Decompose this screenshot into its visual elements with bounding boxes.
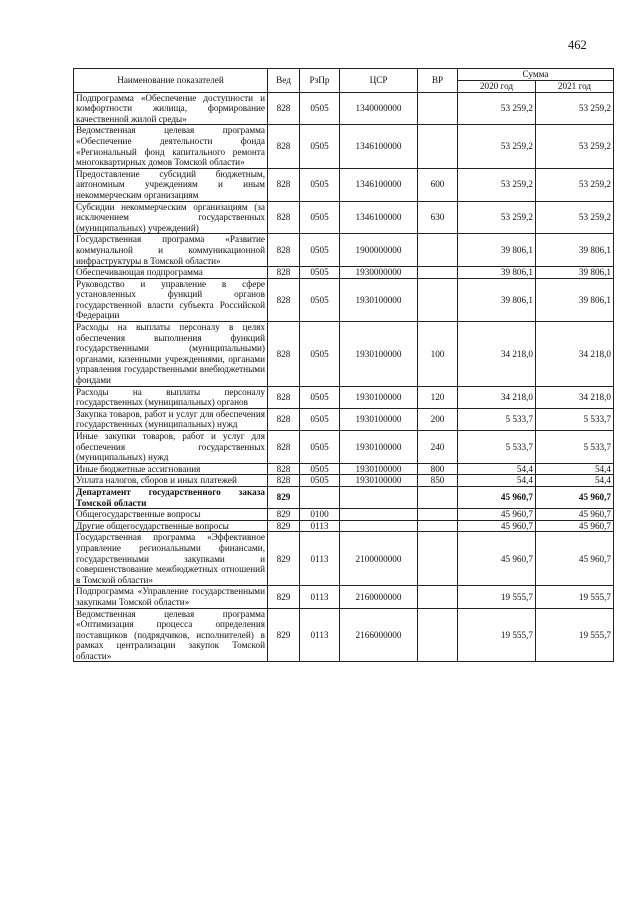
- cell-2020: 39 806,1: [458, 234, 536, 267]
- cell-2020: 39 806,1: [458, 267, 536, 279]
- cell-name: Субсидии некоммерческим организациям (за исключением государственных (муниципальных) учреждений): [74, 201, 268, 234]
- cell-ved: 829: [268, 586, 300, 608]
- cell-csr: 1930100000: [340, 386, 418, 408]
- cell-rzpr: 0505: [300, 201, 340, 234]
- cell-csr: 1340000000: [340, 92, 418, 125]
- cell-2021: 45 960,7: [536, 520, 614, 532]
- cell-2020: 34 218,0: [458, 386, 536, 408]
- cell-csr: 1930100000: [340, 408, 418, 430]
- cell-vr: [418, 509, 458, 521]
- cell-vr: 850: [418, 475, 458, 487]
- cell-csr: 1900000000: [340, 234, 418, 267]
- cell-vr: [418, 92, 458, 125]
- cell-name: Расходы на выплаты персоналу государственных (муниципальных) органов: [74, 386, 268, 408]
- table-row: [74, 386, 614, 408]
- cell-ved: 829: [268, 509, 300, 521]
- cell-csr: [340, 520, 418, 532]
- cell-vr: [418, 125, 458, 168]
- cell-2021: 45 960,7: [536, 509, 614, 521]
- cell-2020: 53 259,2: [458, 92, 536, 125]
- cell-name: Иные бюджетные ассигнования: [74, 463, 268, 475]
- cell-2020: 45 960,7: [458, 532, 536, 586]
- table-row: [74, 92, 614, 125]
- header-csr: ЦСР: [340, 69, 418, 93]
- cell-2021: 54,4: [536, 475, 614, 487]
- table-row: [74, 234, 614, 267]
- cell-2021: 19 555,7: [536, 586, 614, 608]
- cell-vr: 800: [418, 463, 458, 475]
- cell-2020: 54,4: [458, 475, 536, 487]
- cell-ved: 828: [268, 431, 300, 464]
- table-row: [74, 509, 614, 521]
- table-body: [74, 92, 614, 662]
- cell-name: Ведомственная целевая программа «Оптимизация процесса определения поставщиков (подрядчиков, исполнителей) в рамках централизации закупок Томской области»: [74, 608, 268, 662]
- cell-csr: 1930100000: [340, 463, 418, 475]
- cell-2020: 53 259,2: [458, 168, 536, 201]
- cell-rzpr: 0505: [300, 408, 340, 430]
- cell-name: Обеспечивающая подпрограмма: [74, 267, 268, 279]
- table-row: [74, 408, 614, 430]
- cell-ved: 828: [268, 278, 300, 321]
- cell-vr: 200: [418, 408, 458, 430]
- cell-vr: 240: [418, 431, 458, 464]
- cell-csr: 1346100000: [340, 201, 418, 234]
- cell-name: Уплата налогов, сборов и иных платежей: [74, 475, 268, 487]
- cell-rzpr: [300, 486, 340, 508]
- cell-vr: [418, 586, 458, 608]
- cell-rzpr: 0113: [300, 586, 340, 608]
- cell-name: Предоставление субсидий бюджетным, автономным учреждениям и иным некоммерческим организациям: [74, 168, 268, 201]
- cell-ved: 829: [268, 532, 300, 586]
- cell-rzpr: 0113: [300, 608, 340, 662]
- cell-2021: 54,4: [536, 463, 614, 475]
- page-number: 462: [568, 38, 587, 52]
- cell-vr: 630: [418, 201, 458, 234]
- cell-ved: 828: [268, 408, 300, 430]
- cell-2020: 53 259,2: [458, 201, 536, 234]
- cell-vr: 100: [418, 322, 458, 387]
- cell-name: Государственная программа «Развитие коммунальной и коммуникационной инфраструктуры в Томской области»: [74, 234, 268, 267]
- cell-ved: 828: [268, 168, 300, 201]
- cell-csr: [340, 509, 418, 521]
- cell-csr: [340, 486, 418, 508]
- budget-table: [73, 68, 614, 662]
- cell-vr: [418, 532, 458, 586]
- cell-2021: 45 960,7: [536, 532, 614, 586]
- cell-vr: [418, 234, 458, 267]
- cell-rzpr: 0505: [300, 234, 340, 267]
- table-header: [74, 69, 614, 93]
- header-ved: Вед: [268, 69, 300, 93]
- cell-2021: 53 259,2: [536, 168, 614, 201]
- cell-name: Государственная программа «Эффективное управление региональными финансами, государственными закупками и совершенствование межбюджетных отношений в Томской области»: [74, 532, 268, 586]
- cell-csr: 2160000000: [340, 586, 418, 608]
- cell-name: Подпрограмма «Обеспечение доступности и комфортности жилища, формирование качественной жилой среды»: [74, 92, 268, 125]
- cell-ved: 828: [268, 234, 300, 267]
- cell-csr: 1346100000: [340, 168, 418, 201]
- table-row: [74, 532, 614, 586]
- cell-rzpr: 0505: [300, 168, 340, 201]
- table-row: [74, 201, 614, 234]
- cell-csr: 2100000000: [340, 532, 418, 586]
- cell-ved: 828: [268, 201, 300, 234]
- cell-2021: 34 218,0: [536, 322, 614, 387]
- cell-2021: 5 533,7: [536, 408, 614, 430]
- cell-2020: 19 555,7: [458, 608, 536, 662]
- cell-vr: 120: [418, 386, 458, 408]
- cell-vr: [418, 278, 458, 321]
- cell-name: Закупка товаров, работ и услуг для обеспечения государственных (муниципальных) нужд: [74, 408, 268, 430]
- cell-csr: 1930100000: [340, 322, 418, 387]
- table-row: [74, 463, 614, 475]
- cell-2021: 19 555,7: [536, 608, 614, 662]
- cell-ved: 828: [268, 125, 300, 168]
- cell-rzpr: 0505: [300, 463, 340, 475]
- cell-rzpr: 0505: [300, 475, 340, 487]
- cell-ved: 828: [268, 322, 300, 387]
- cell-ved: 829: [268, 486, 300, 508]
- cell-2021: 53 259,2: [536, 125, 614, 168]
- table-row: [74, 475, 614, 487]
- cell-2021: 34 218,0: [536, 386, 614, 408]
- header-sum: Сумма: [458, 69, 614, 81]
- header-year-2020: 2020 год: [458, 81, 536, 93]
- cell-rzpr: 0505: [300, 267, 340, 279]
- cell-rzpr: 0505: [300, 125, 340, 168]
- cell-2021: 53 259,2: [536, 92, 614, 125]
- cell-csr: 2166000000: [340, 608, 418, 662]
- table-row: [74, 168, 614, 201]
- cell-2020: 45 960,7: [458, 486, 536, 508]
- cell-rzpr: 0505: [300, 386, 340, 408]
- cell-2020: 45 960,7: [458, 509, 536, 521]
- table-row: [74, 125, 614, 168]
- table-row: [74, 267, 614, 279]
- cell-rzpr: 0505: [300, 278, 340, 321]
- cell-csr: 1346100000: [340, 125, 418, 168]
- header-name: Наименование показателей: [74, 69, 268, 93]
- table-row: [74, 322, 614, 387]
- cell-2021: 5 533,7: [536, 431, 614, 464]
- cell-vr: [418, 520, 458, 532]
- cell-name: Департамент государственного заказа Томской области: [74, 486, 268, 508]
- cell-csr: 1930100000: [340, 475, 418, 487]
- cell-rzpr: 0505: [300, 431, 340, 464]
- cell-csr: 1930000000: [340, 267, 418, 279]
- cell-name: Ведомственная целевая программа «Обеспечение деятельности фонда «Региональный фонд капитального ремонта многоквартирных домов Томской области»: [74, 125, 268, 168]
- cell-2020: 39 806,1: [458, 278, 536, 321]
- cell-2021: 39 806,1: [536, 267, 614, 279]
- cell-rzpr: 0113: [300, 532, 340, 586]
- cell-ved: 828: [268, 463, 300, 475]
- cell-2020: 19 555,7: [458, 586, 536, 608]
- cell-ved: 829: [268, 520, 300, 532]
- cell-rzpr: 0113: [300, 520, 340, 532]
- cell-2021: 39 806,1: [536, 234, 614, 267]
- cell-2021: 45 960,7: [536, 486, 614, 508]
- cell-ved: 828: [268, 92, 300, 125]
- cell-vr: [418, 608, 458, 662]
- cell-2020: 45 960,7: [458, 520, 536, 532]
- cell-name: Иные закупки товаров, работ и услуг для обеспечения государственных (муниципальных) нужд: [74, 431, 268, 464]
- header-year-2021: 2021 год: [536, 81, 614, 93]
- cell-ved: 828: [268, 267, 300, 279]
- table-row: [74, 278, 614, 321]
- cell-csr: 1930100000: [340, 431, 418, 464]
- table-row: [74, 486, 614, 508]
- table-row: [74, 431, 614, 464]
- header-rzpr: РзПр: [300, 69, 340, 93]
- cell-2021: 53 259,2: [536, 201, 614, 234]
- cell-2020: 5 533,7: [458, 431, 536, 464]
- cell-2020: 54,4: [458, 463, 536, 475]
- cell-rzpr: 0505: [300, 92, 340, 125]
- cell-name: Другие общегосударственные вопросы: [74, 520, 268, 532]
- cell-name: Расходы на выплаты персоналу в целях обеспечения выполнения функций государственными (муниципальными) органами, казенными учреждениями, органами управления государственными внебюджетными фондами: [74, 322, 268, 387]
- cell-name: Руководство и управление в сфере установленных функций органов государственной власти субъекта Российской Федерации: [74, 278, 268, 321]
- cell-ved: 829: [268, 608, 300, 662]
- cell-rzpr: 0100: [300, 509, 340, 521]
- cell-2020: 34 218,0: [458, 322, 536, 387]
- table-row: [74, 608, 614, 662]
- cell-rzpr: 0505: [300, 322, 340, 387]
- cell-ved: 828: [268, 386, 300, 408]
- cell-2020: 53 259,2: [458, 125, 536, 168]
- cell-vr: [418, 267, 458, 279]
- cell-csr: 1930100000: [340, 278, 418, 321]
- cell-ved: 828: [268, 475, 300, 487]
- cell-vr: [418, 486, 458, 508]
- cell-vr: 600: [418, 168, 458, 201]
- table-row: [74, 520, 614, 532]
- cell-2021: 39 806,1: [536, 278, 614, 321]
- header-vr: ВР: [418, 69, 458, 93]
- cell-name: Общегосударственные вопросы: [74, 509, 268, 521]
- table-row: [74, 586, 614, 608]
- cell-2020: 5 533,7: [458, 408, 536, 430]
- cell-name: Подпрограмма «Управление государственными закупками Томской области»: [74, 586, 268, 608]
